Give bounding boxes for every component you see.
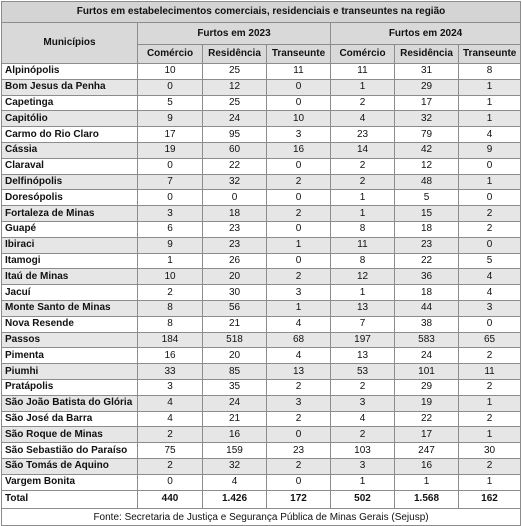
comercio-2023-cell: 2: [138, 285, 203, 301]
comercio-2024-cell: 2: [331, 379, 395, 395]
transeunte-2023-cell: 2: [267, 174, 331, 190]
transeunte-2024-cell: 0: [459, 316, 521, 332]
residencia-2023-cell: 518: [203, 332, 267, 348]
comercio-2023-cell: 0: [138, 79, 203, 95]
residencia-2024-cell: 48: [395, 174, 459, 190]
comercio-2024-cell: 1: [331, 190, 395, 206]
transeunte-2023-cell: 4: [267, 348, 331, 364]
municipio-name-cell: Jacuí: [2, 285, 138, 301]
table-row: [2, 269, 521, 285]
total-comercio-2023: 440: [138, 490, 203, 508]
residencia-2024-cell: 24: [395, 348, 459, 364]
municipio-name-cell: São João Batista do Glória: [2, 395, 138, 411]
transeunte-2023-cell: 2: [267, 458, 331, 474]
municipio-name-cell: Itaú de Minas: [2, 269, 138, 285]
transeunte-2023-cell: 1: [267, 237, 331, 253]
municipio-name-cell: Delfinópolis: [2, 174, 138, 190]
transeunte-2024-cell: 2: [459, 206, 521, 222]
transeunte-2024-cell: 1: [459, 174, 521, 190]
transeunte-2023-cell: 16: [267, 142, 331, 158]
transeunte-2024-cell: 2: [459, 221, 521, 237]
table-row: [2, 348, 521, 364]
transeunte-2024-cell: 1: [459, 474, 521, 490]
comercio-2024-cell: 4: [331, 111, 395, 127]
residencia-2023-cell: 25: [203, 95, 267, 111]
header-group-2023: Furtos em 2023: [138, 23, 331, 45]
transeunte-2023-cell: 13: [267, 364, 331, 380]
residencia-2024-cell: 18: [395, 285, 459, 301]
comercio-2024-cell: 8: [331, 253, 395, 269]
residencia-2024-cell: 101: [395, 364, 459, 380]
total-row: [2, 490, 521, 508]
transeunte-2024-cell: 0: [459, 190, 521, 206]
total-label: Total: [2, 490, 138, 508]
residencia-2024-cell: 19: [395, 395, 459, 411]
transeunte-2023-cell: 2: [267, 206, 331, 222]
table-row: [2, 221, 521, 237]
transeunte-2023-cell: 23: [267, 443, 331, 459]
table-row: [2, 285, 521, 301]
municipio-name-cell: Passos: [2, 332, 138, 348]
comercio-2023-cell: 0: [138, 190, 203, 206]
transeunte-2023-cell: 1: [267, 300, 331, 316]
municipio-name-cell: Bom Jesus da Penha: [2, 79, 138, 95]
comercio-2023-cell: 9: [138, 237, 203, 253]
transeunte-2024-cell: 1: [459, 427, 521, 443]
table-row: [2, 443, 521, 459]
comercio-2024-cell: 11: [331, 237, 395, 253]
residencia-2023-cell: 22: [203, 158, 267, 174]
table-row: [2, 316, 521, 332]
residencia-2023-cell: 23: [203, 221, 267, 237]
comercio-2024-cell: 7: [331, 316, 395, 332]
residencia-2023-cell: 56: [203, 300, 267, 316]
residencia-2023-cell: 24: [203, 395, 267, 411]
header-transeunte-2023: Transeunte: [267, 45, 331, 64]
report-table-container: [1, 1, 521, 523]
comercio-2023-cell: 33: [138, 364, 203, 380]
residencia-2023-cell: 23: [203, 237, 267, 253]
residencia-2024-cell: 32: [395, 111, 459, 127]
residencia-2023-cell: 24: [203, 111, 267, 127]
header-residencia-2024: Residência: [395, 45, 459, 64]
transeunte-2024-cell: 1: [459, 95, 521, 111]
comercio-2023-cell: 19: [138, 142, 203, 158]
transeunte-2023-cell: 3: [267, 395, 331, 411]
transeunte-2024-cell: 3: [459, 300, 521, 316]
total-transeunte-2024: 162: [459, 490, 521, 508]
table-row: [2, 332, 521, 348]
comercio-2023-cell: 6: [138, 221, 203, 237]
transeunte-2024-cell: 0: [459, 158, 521, 174]
transeunte-2024-cell: 1: [459, 111, 521, 127]
transeunte-2024-cell: 2: [459, 458, 521, 474]
comercio-2023-cell: 3: [138, 206, 203, 222]
comercio-2024-cell: 14: [331, 142, 395, 158]
transeunte-2024-cell: 65: [459, 332, 521, 348]
comercio-2024-cell: 2: [331, 174, 395, 190]
transeunte-2023-cell: 0: [267, 253, 331, 269]
table-row: [2, 64, 521, 80]
transeunte-2024-cell: 2: [459, 379, 521, 395]
comercio-2024-cell: 2: [331, 427, 395, 443]
table-row: [2, 206, 521, 222]
transeunte-2023-cell: 2: [267, 379, 331, 395]
residencia-2023-cell: 85: [203, 364, 267, 380]
municipio-name-cell: Alpinópolis: [2, 64, 138, 80]
transeunte-2024-cell: 4: [459, 127, 521, 143]
comercio-2024-cell: 1: [331, 79, 395, 95]
residencia-2023-cell: 0: [203, 190, 267, 206]
transeunte-2023-cell: 2: [267, 269, 331, 285]
residencia-2024-cell: 36: [395, 269, 459, 285]
comercio-2023-cell: 0: [138, 158, 203, 174]
residencia-2023-cell: 21: [203, 316, 267, 332]
residencia-2024-cell: 18: [395, 221, 459, 237]
residencia-2023-cell: 26: [203, 253, 267, 269]
table-title: Furtos em estabelecimentos comerciais, residenciais e transeuntes na região: [2, 2, 521, 23]
transeunte-2023-cell: 0: [267, 158, 331, 174]
table-row: [2, 79, 521, 95]
header-comercio-2023: Comércio: [138, 45, 203, 64]
table-row: [2, 158, 521, 174]
comercio-2024-cell: 12: [331, 269, 395, 285]
residencia-2024-cell: 38: [395, 316, 459, 332]
transeunte-2023-cell: 11: [267, 64, 331, 80]
comercio-2023-cell: 10: [138, 269, 203, 285]
comercio-2024-cell: 2: [331, 95, 395, 111]
transeunte-2024-cell: 9: [459, 142, 521, 158]
residencia-2023-cell: 16: [203, 427, 267, 443]
residencia-2023-cell: 60: [203, 142, 267, 158]
table-row: [2, 127, 521, 143]
table-row: [2, 237, 521, 253]
residencia-2024-cell: 5: [395, 190, 459, 206]
comercio-2024-cell: 3: [331, 395, 395, 411]
table-row: [2, 300, 521, 316]
comercio-2024-cell: 4: [331, 411, 395, 427]
comercio-2023-cell: 10: [138, 64, 203, 80]
residencia-2023-cell: 32: [203, 174, 267, 190]
residencia-2024-cell: 29: [395, 79, 459, 95]
transeunte-2023-cell: 0: [267, 427, 331, 443]
comercio-2023-cell: 184: [138, 332, 203, 348]
table-row: [2, 458, 521, 474]
municipio-name-cell: Guapé: [2, 221, 138, 237]
table-row: [2, 364, 521, 380]
residencia-2024-cell: 17: [395, 95, 459, 111]
residencia-2023-cell: 21: [203, 411, 267, 427]
residencia-2024-cell: 22: [395, 253, 459, 269]
municipio-name-cell: São Roque de Minas: [2, 427, 138, 443]
comercio-2023-cell: 7: [138, 174, 203, 190]
table-row: [2, 142, 521, 158]
residencia-2024-cell: 23: [395, 237, 459, 253]
table-row: [2, 427, 521, 443]
residencia-2023-cell: 95: [203, 127, 267, 143]
table-row: [2, 95, 521, 111]
municipio-name-cell: Capetinga: [2, 95, 138, 111]
table-row: [2, 253, 521, 269]
residencia-2023-cell: 20: [203, 348, 267, 364]
comercio-2024-cell: 1: [331, 206, 395, 222]
transeunte-2023-cell: 0: [267, 474, 331, 490]
header-comercio-2024: Comércio: [331, 45, 395, 64]
residencia-2024-cell: 44: [395, 300, 459, 316]
comercio-2024-cell: 8: [331, 221, 395, 237]
municipio-name-cell: Nova Resende: [2, 316, 138, 332]
transeunte-2023-cell: 0: [267, 221, 331, 237]
header-residencia-2023: Residência: [203, 45, 267, 64]
residencia-2024-cell: 42: [395, 142, 459, 158]
residencia-2023-cell: 4: [203, 474, 267, 490]
header-municipios: Municípios: [2, 23, 138, 64]
comercio-2023-cell: 2: [138, 458, 203, 474]
municipio-name-cell: Monte Santo de Minas: [2, 300, 138, 316]
comercio-2024-cell: 2: [331, 158, 395, 174]
transeunte-2024-cell: 1: [459, 395, 521, 411]
municipio-name-cell: Fortaleza de Minas: [2, 206, 138, 222]
municipio-name-cell: Pratápolis: [2, 379, 138, 395]
comercio-2024-cell: 13: [331, 300, 395, 316]
comercio-2024-cell: 1: [331, 285, 395, 301]
residencia-2024-cell: 17: [395, 427, 459, 443]
table-row: [2, 395, 521, 411]
residencia-2024-cell: 16: [395, 458, 459, 474]
residencia-2023-cell: 159: [203, 443, 267, 459]
comercio-2023-cell: 75: [138, 443, 203, 459]
furtos-table: [1, 1, 521, 526]
comercio-2023-cell: 3: [138, 379, 203, 395]
transeunte-2024-cell: 0: [459, 237, 521, 253]
residencia-2024-cell: 31: [395, 64, 459, 80]
residencia-2024-cell: 79: [395, 127, 459, 143]
municipio-name-cell: Carmo do Rio Claro: [2, 127, 138, 143]
municipio-name-cell: Vargem Bonita: [2, 474, 138, 490]
residencia-2024-cell: 12: [395, 158, 459, 174]
residencia-2023-cell: 25: [203, 64, 267, 80]
residencia-2023-cell: 20: [203, 269, 267, 285]
residencia-2023-cell: 35: [203, 379, 267, 395]
total-residencia-2023: 1.426: [203, 490, 267, 508]
municipio-name-cell: Doresópolis: [2, 190, 138, 206]
residencia-2024-cell: 247: [395, 443, 459, 459]
total-transeunte-2023: 172: [267, 490, 331, 508]
comercio-2023-cell: 9: [138, 111, 203, 127]
header-group-2024: Furtos em 2024: [331, 23, 521, 45]
transeunte-2024-cell: 2: [459, 411, 521, 427]
transeunte-2024-cell: 2: [459, 348, 521, 364]
table-row: [2, 174, 521, 190]
transeunte-2024-cell: 1: [459, 79, 521, 95]
transeunte-2023-cell: 3: [267, 127, 331, 143]
comercio-2024-cell: 53: [331, 364, 395, 380]
residencia-2024-cell: 22: [395, 411, 459, 427]
comercio-2024-cell: 13: [331, 348, 395, 364]
comercio-2024-cell: 197: [331, 332, 395, 348]
comercio-2023-cell: 4: [138, 395, 203, 411]
transeunte-2024-cell: 8: [459, 64, 521, 80]
municipio-name-cell: Piumhi: [2, 364, 138, 380]
comercio-2024-cell: 103: [331, 443, 395, 459]
comercio-2024-cell: 1: [331, 474, 395, 490]
residencia-2023-cell: 32: [203, 458, 267, 474]
municipio-name-cell: Claraval: [2, 158, 138, 174]
comercio-2023-cell: 2: [138, 427, 203, 443]
municipio-name-cell: São Sebastião do Paraíso: [2, 443, 138, 459]
municipio-name-cell: Capitólio: [2, 111, 138, 127]
municipio-name-cell: Cássia: [2, 142, 138, 158]
transeunte-2023-cell: 2: [267, 411, 331, 427]
table-row: [2, 474, 521, 490]
comercio-2023-cell: 17: [138, 127, 203, 143]
comercio-2023-cell: 1: [138, 253, 203, 269]
transeunte-2024-cell: 11: [459, 364, 521, 380]
comercio-2023-cell: 4: [138, 411, 203, 427]
municipio-name-cell: Pimenta: [2, 348, 138, 364]
table-row: [2, 190, 521, 206]
comercio-2024-cell: 23: [331, 127, 395, 143]
residencia-2023-cell: 18: [203, 206, 267, 222]
transeunte-2024-cell: 4: [459, 269, 521, 285]
residencia-2024-cell: 15: [395, 206, 459, 222]
residencia-2024-cell: 583: [395, 332, 459, 348]
comercio-2023-cell: 0: [138, 474, 203, 490]
residencia-2023-cell: 30: [203, 285, 267, 301]
residencia-2024-cell: 1: [395, 474, 459, 490]
transeunte-2023-cell: 68: [267, 332, 331, 348]
source-footer: Fonte: Secretaria de Justiça e Segurança Pública de Minas Gerais (Sejusp): [2, 508, 521, 525]
comercio-2024-cell: 3: [331, 458, 395, 474]
table-body: [2, 64, 521, 491]
total-comercio-2024: 502: [331, 490, 395, 508]
table-row: [2, 111, 521, 127]
transeunte-2024-cell: 5: [459, 253, 521, 269]
transeunte-2023-cell: 3: [267, 285, 331, 301]
table-row: [2, 379, 521, 395]
comercio-2023-cell: 5: [138, 95, 203, 111]
municipio-name-cell: São Tomás de Aquino: [2, 458, 138, 474]
comercio-2023-cell: 8: [138, 300, 203, 316]
transeunte-2024-cell: 4: [459, 285, 521, 301]
table-row: [2, 411, 521, 427]
municipio-name-cell: Itamogi: [2, 253, 138, 269]
comercio-2024-cell: 11: [331, 64, 395, 80]
municipio-name-cell: São José da Barra: [2, 411, 138, 427]
total-residencia-2024: 1.568: [395, 490, 459, 508]
municipio-name-cell: Ibiraci: [2, 237, 138, 253]
transeunte-2024-cell: 30: [459, 443, 521, 459]
transeunte-2023-cell: 0: [267, 190, 331, 206]
residencia-2023-cell: 12: [203, 79, 267, 95]
comercio-2023-cell: 16: [138, 348, 203, 364]
transeunte-2023-cell: 4: [267, 316, 331, 332]
header-transeunte-2024: Transeunte: [459, 45, 521, 64]
transeunte-2023-cell: 0: [267, 95, 331, 111]
transeunte-2023-cell: 10: [267, 111, 331, 127]
residencia-2024-cell: 29: [395, 379, 459, 395]
comercio-2023-cell: 8: [138, 316, 203, 332]
transeunte-2023-cell: 0: [267, 79, 331, 95]
